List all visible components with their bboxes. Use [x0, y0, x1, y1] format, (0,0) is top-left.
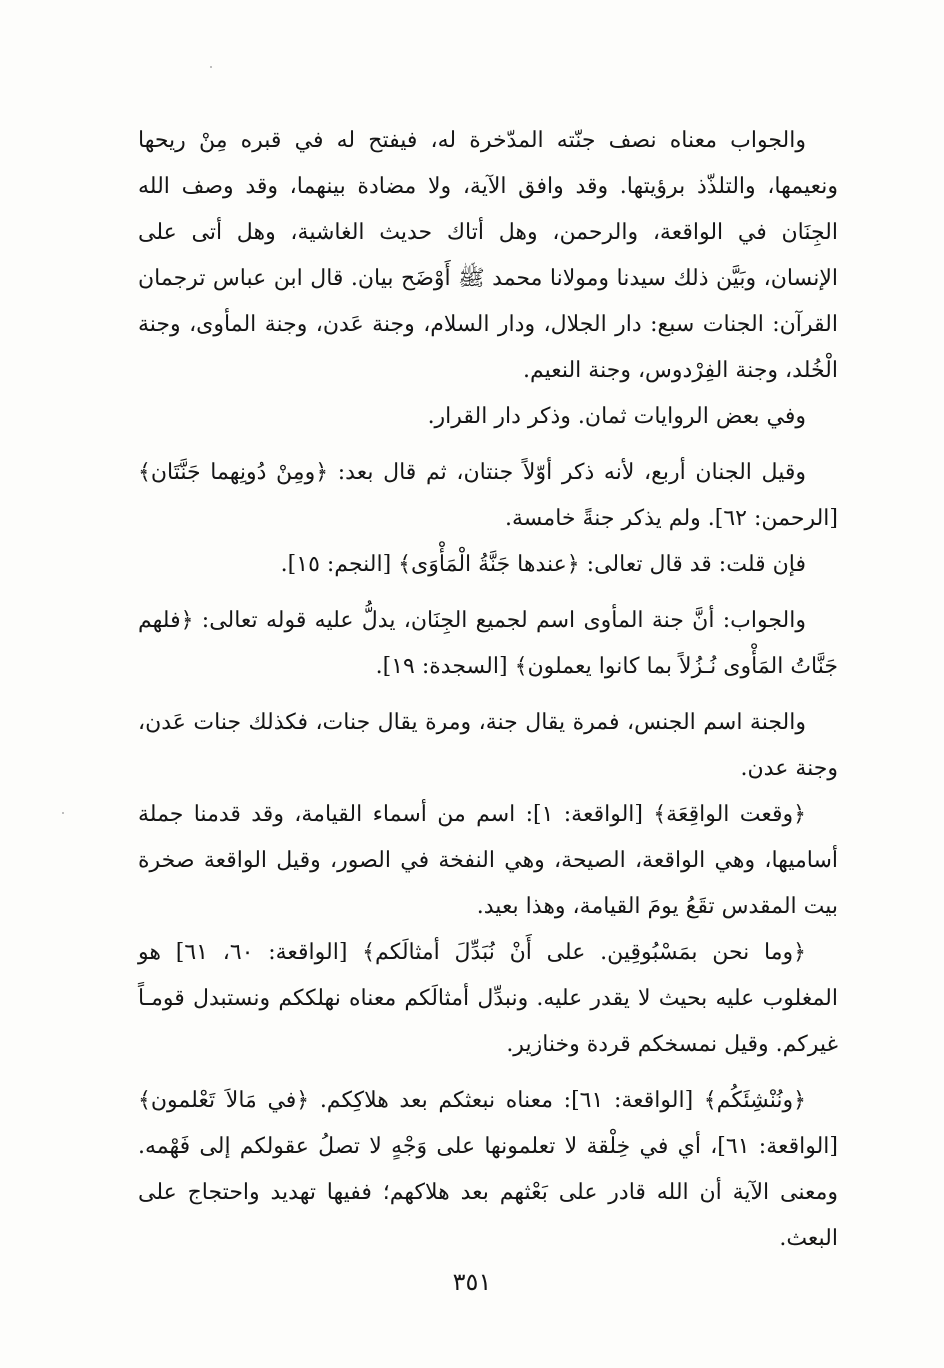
paragraph-9: ﴿ونُنْشِئَكُم﴾ [الواقعة: ٦١]: معناه نبعثكم بعد هلاكِكم. ﴿في مَالاَ تَعْلمون﴾ [الواقعة: ٦١]، أي في خِلْقة لا تعلمونها على وَجْهٍ لا تصلُ عقولكم إلى فَهْمه. ومعنى الآية أن الله قادر على بَعْثهم بعد هلاكهم؛ ففيها تهديد واحتجاج على البعث. — [138, 1088, 838, 1251]
body-text — [138, 118, 838, 1262]
paragraph-7: ﴿وقعت الواقِعَة﴾ [الواقعة: ١]: اسم من أسماء القيامة، وقد قدمنا جملة أساميها، وهي الواقعة، الصيحة، وهي النفخة في الصور، وقيل الواقعة صخرة بيت المقدس تقَعُ يومَ القيامة، وهذا بعيد. — [138, 802, 838, 919]
paragraph-4: فإن قلت: قد قال تعالى: ﴿عندها جَنَّةُ الْمَأْوَى﴾ [النجم: ١٥]. — [280, 552, 806, 577]
paragraph-3: وقيل الجنان أربع، لأنه ذكر أوّلاً جنتان، ثم قال بعد: ﴿ومِنْ دُونِهما جَنَّتَان﴾ [الرحمن: ٦٢]. ولم يذكر جنةً خامسة. — [138, 460, 838, 531]
scan-speck — [210, 66, 212, 68]
paragraph-8: ﴿وما نحن بمَسْبُوقِين. على أَنْ نُبَدِّلَ أمثالَكم﴾ [الواقعة: ٦٠، ٦١] هو المغلوب عليه بحيث لا يقدر عليه. ونبدِّل أمثالَكم معناه نهلككم ونستبدل قومـاً غيركم. وقيل نمسخكم قردة وخنازير. — [138, 940, 838, 1057]
paragraph-6: والجنة اسم الجنس، فمرة يقال جنة، ومرة يقال جنات، فكذلك جنات عَدن، وجنة عدن. — [138, 710, 838, 781]
paragraph-2: وفي بعض الروايات ثمان. وذكر دار القرار. — [427, 404, 806, 429]
paragraph-1: والجواب معناه نصف جنّته المدّخرة له، فيفتح له في قبره مِنْ ريحها ونعيمها، والتلذّذ برؤيتها. وقد وافق الآية، ولا مضادة بينهما، وقد وصف الله الجِنَان في الواقعة، والرحمن، وهل أتاك حديث الغاشية، وهل أتى على الإنسان، وبَيَّن ذلك سيدنا ومولانا محمد ﷺ أَوْضَح بيان. قال ابن عباس ترجمان القرآن: الجنات سبع: دار الجلال، ودار السلام، وجنة عَدن، وجنة المأوى، وجنة الْخُلد، وجنة الفِرْدوس، وجنة النعيم. — [138, 128, 838, 383]
page-number: ٣٥١ — [452, 1268, 492, 1296]
scan-speck — [62, 812, 64, 814]
paragraph-5: والجواب: أنَّ جنة المأوى اسم لجميع الجِنَان، يدلُّ عليه قوله تعالى: ﴿فلهم جَنَّاتُ المَأْوى نُـزُلاً بما كانوا يعملون﴾ [السجدة: ١٩]. — [138, 608, 838, 679]
